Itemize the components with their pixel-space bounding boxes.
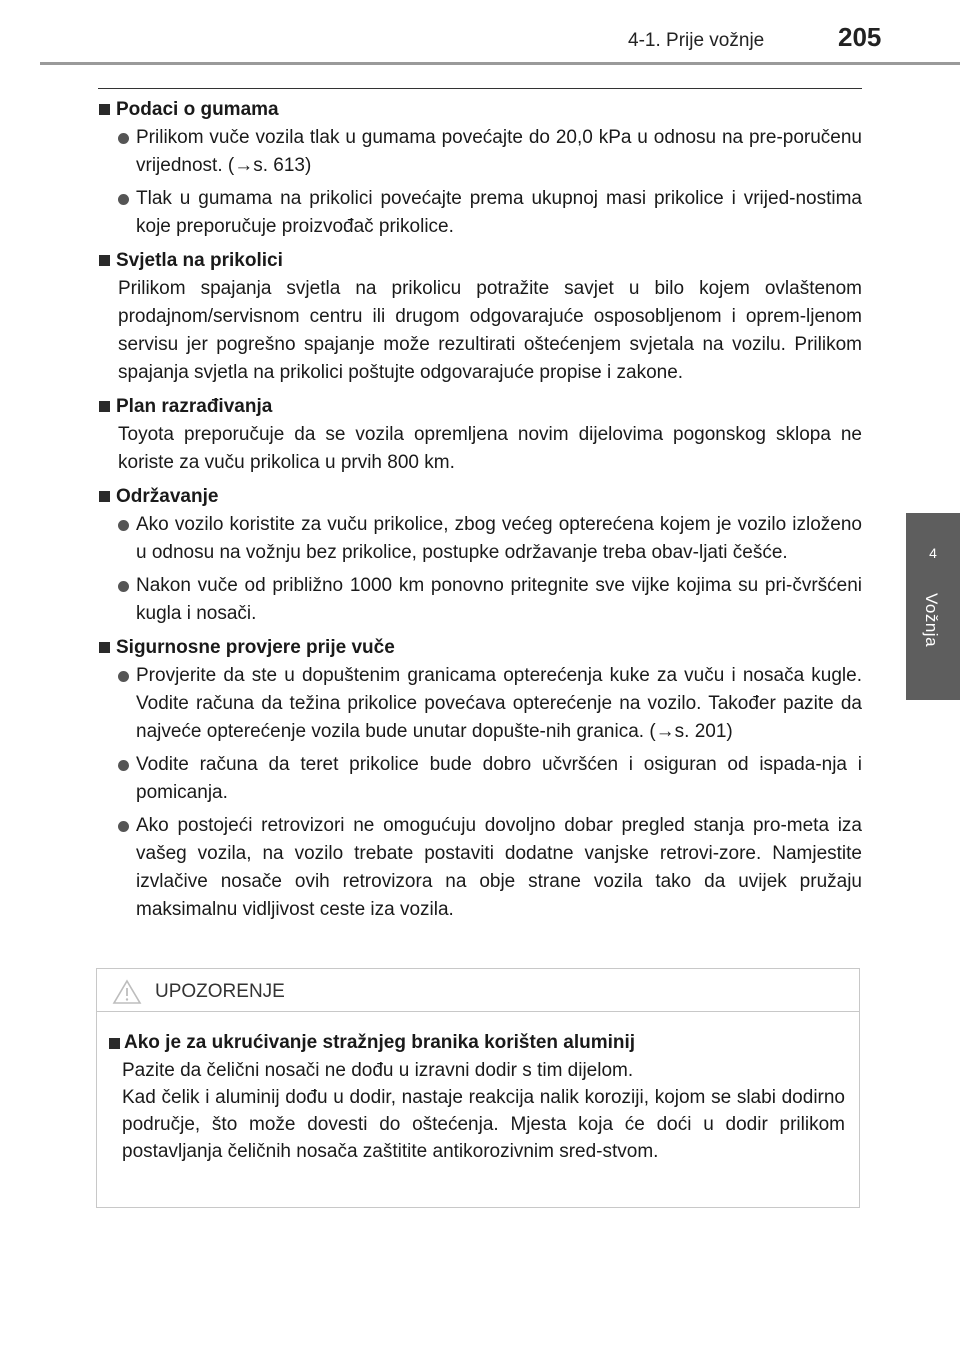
dot-bullet-icon <box>118 194 129 205</box>
chapter-tab <box>906 513 960 700</box>
section-title: Podaci o gumama <box>116 99 279 120</box>
dot-bullet-icon <box>118 581 129 592</box>
dot-bullet-icon <box>118 671 129 682</box>
warning-title: Ako je za ukrućivanje stražnjeg branika korišten aluminij <box>124 1032 636 1053</box>
list-item: Provjerite da ste u dopuštenim granicama opterećenja kuke za vuču i nosača kugle. Vodite računa da težina prikolice povećava opterećenje na vozilo. Također pazite da najveće opterećenje vozila bude unutar dopušte-nih granica. (→s. 201) <box>98 662 862 746</box>
dot-bullet-icon <box>118 821 129 832</box>
list-item: Vodite računa da teret prikolice bude dobro učvršćen i osiguran od ispada-nja i pomicanja. <box>98 751 862 807</box>
warning-body <box>97 1012 859 1165</box>
warning-triangle-icon <box>112 979 142 1005</box>
section-title: Plan razrađivanja <box>116 396 273 417</box>
header-rule <box>40 62 960 65</box>
dot-bullet-icon <box>118 760 129 771</box>
warning-box <box>96 968 860 1208</box>
square-bullet-icon <box>109 1038 120 1049</box>
section-title: Svjetla na prikolici <box>116 250 283 271</box>
list-item: Prilikom vuče vozila tlak u gumama povećajte do 20,0 kPa u odnosu na pre-poručenu vrijednost. (→s. 613) <box>98 124 862 180</box>
section-title: Održavanje <box>116 486 219 507</box>
square-bullet-icon <box>99 104 110 115</box>
page-number: 205 <box>838 22 882 52</box>
dot-bullet-icon <box>118 133 129 144</box>
section-safety-checks <box>98 633 862 924</box>
list-item: Ako postojeći retrovizori ne omogućuju dovoljno dobar pregled stanja pro-meta iza vašeg vozila, na vozilo trebate postaviti dodatne vanjske retrovi-zore. Namjestite izvlačive nosače ovih retrovizora na obje strane vozila tako da uvijek pružaju maksimalnu vidljivost ceste iza vozila. <box>98 812 862 924</box>
square-bullet-icon <box>99 401 110 412</box>
section-title: Sigurnosne provjere prije vuče <box>116 637 395 658</box>
paragraph: Toyota preporučuje da se vozila opremljena novim dijelovima pogonskog sklopa ne koriste za vuču prikolica u prvih 800 km. <box>118 424 862 473</box>
section-break-in <box>98 392 862 477</box>
main-content <box>98 95 862 929</box>
warning-header <box>97 969 859 1012</box>
square-bullet-icon <box>99 491 110 502</box>
list-item: Tlak u gumama na prikolici povećajte prema ukupnoj masi prikolice i vrijed-nostima koje preporučuje proizvođač prikolice. <box>98 185 862 241</box>
list-item: Nakon vuče od približno 1000 km ponovno pritegnite sve vijke kojima su pri-čvršćeni kugla i nosači. <box>98 572 862 628</box>
square-bullet-icon <box>99 642 110 653</box>
warning-text: Pazite da čelični nosači ne dođu u izravni dodir s tim dijelom. <box>122 1060 634 1081</box>
content-rule <box>98 88 862 89</box>
list-item: Ako vozilo koristite za vuču prikolice, zbog većeg opterećena kojem je vozilo izloženo u odnosu na vožnju bez prikolice, postupke održavanje treba obav-ljati češće. <box>98 511 862 567</box>
chapter-number: 4 <box>929 545 937 561</box>
square-bullet-icon <box>99 255 110 266</box>
section-tyre-data <box>98 95 862 241</box>
dot-bullet-icon <box>118 520 129 531</box>
warning-label: UPOZORENJE <box>155 981 285 1002</box>
warning-text: Kad čelik i aluminij dođu u dodir, nastaje reakcija nalik koroziji, kojom se slabi dodirno područje, što može dovesti do oštećenja. Mjesta koja će doći u dodir prilikom postavljanja čeličnih nosača zaštitite antikorozivnim sred-stvom. <box>122 1087 845 1162</box>
section-title: 4-1. Prije vožnje <box>628 30 765 51</box>
paragraph: Prilikom spajanja svjetla na prikolicu potražite savjet u bilo kojem ovlaštenom prodajnom/servisnom centru ili drugom odgovarajuće osposobljenom i oprem-ljenom servisu jer pogrešno spajanje može rezultirati oštećenjem svjetala na vozilu. Prilikom spajanja svjetla na prikolici poštujte odgovarajuće propise i zakone. <box>118 278 862 383</box>
section-maintenance <box>98 482 862 628</box>
chapter-title: Vožnja <box>922 593 941 648</box>
section-trailer-lights <box>98 246 862 387</box>
